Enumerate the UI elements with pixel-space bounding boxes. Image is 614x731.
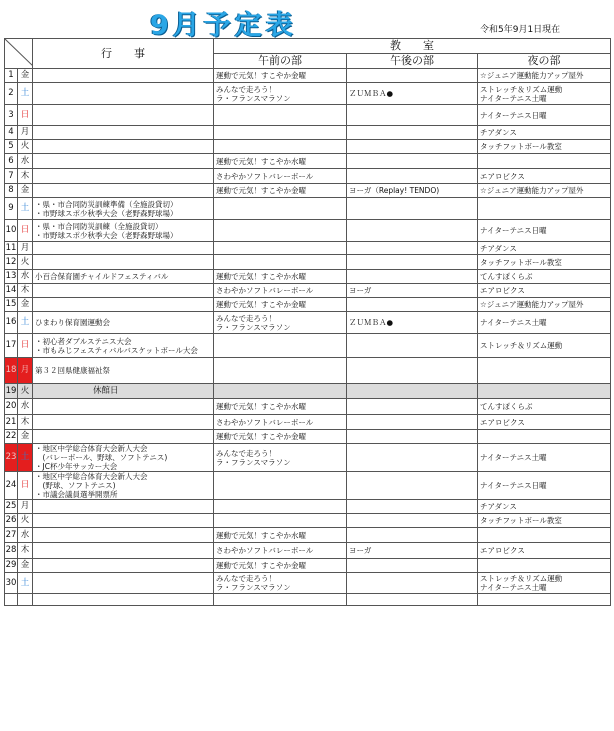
evening-cell: ナイターテニス日曜 (478, 472, 611, 500)
day-number: 18 (5, 358, 18, 384)
evening-cell: ナイターテニス土曜 (478, 312, 611, 334)
event-cell (33, 126, 214, 140)
evening-cell: タッチフットボール教室 (478, 255, 611, 270)
morning-cell: さわやかソフトバレーボール (214, 284, 347, 298)
day-of-week: 土 (18, 444, 33, 472)
day-number: 2 (5, 83, 18, 105)
evening-cell: ナイターテニス土曜 (478, 444, 611, 472)
event-cell (33, 573, 214, 594)
day-row (5, 105, 611, 126)
event-cell (33, 184, 214, 198)
event-cell (33, 514, 214, 528)
day-row (5, 399, 611, 415)
morning-cell: さわやかソフトバレーボール (214, 543, 347, 559)
day-of-week: 日 (18, 105, 33, 126)
morning-cell (214, 105, 347, 126)
day-row (5, 69, 611, 83)
day-row (5, 334, 611, 358)
day-of-week: 土 (18, 312, 33, 334)
day-row (5, 126, 611, 140)
day-number: 20 (5, 399, 18, 415)
day-number: 15 (5, 298, 18, 312)
morning-cell: 運動で元気！すこやか水曜 (214, 154, 347, 169)
day-number: 28 (5, 543, 18, 559)
afternoon-cell (347, 358, 478, 384)
event-cell: ・県・市合同防災訓練（全施設貸切） ・市野球スポ少秋季大会（老野森野球場） (33, 220, 214, 242)
page-title: 9月予定表 (150, 10, 297, 41)
evening-header: 夜の部 (478, 54, 611, 69)
afternoon-cell (347, 334, 478, 358)
day-row (5, 284, 611, 298)
day-number: 5 (5, 140, 18, 154)
day-row (5, 514, 611, 528)
morning-header: 午前の部 (214, 54, 347, 69)
event-cell: ・初心者ダブルステニス大会 ・市もみじフェスティバルバスケットボール大会 (33, 334, 214, 358)
afternoon-cell: ＺＵＭＢＡ● (347, 312, 478, 334)
afternoon-cell (347, 242, 478, 255)
day-number: 1 (5, 69, 18, 83)
day-of-week: 金 (18, 184, 33, 198)
day-number: 10 (5, 220, 18, 242)
afternoon-cell (347, 154, 478, 169)
day-of-week: 金 (18, 559, 33, 573)
morning-cell: 運動で元気！すこやか水曜 (214, 528, 347, 543)
morning-cell (214, 500, 347, 514)
evening-cell (478, 358, 611, 384)
event-cell (33, 399, 214, 415)
evening-cell: エアロビクス (478, 169, 611, 184)
day-number: 13 (5, 270, 18, 284)
evening-cell (478, 528, 611, 543)
evening-cell: チアダンス (478, 126, 611, 140)
day-number: 6 (5, 154, 18, 169)
evening-cell (478, 594, 611, 606)
day-number: 17 (5, 334, 18, 358)
day-number: 16 (5, 312, 18, 334)
afternoon-cell (347, 500, 478, 514)
evening-cell: タッチフットボール教室 (478, 140, 611, 154)
morning-cell: 運動で元気！すこやか金曜 (214, 69, 347, 83)
evening-cell: ストレッチ＆リズム運動 ナイターテニス土曜 (478, 83, 611, 105)
day-number: 29 (5, 559, 18, 573)
event-cell (33, 83, 214, 105)
day-row (5, 198, 611, 220)
day-number: 21 (5, 415, 18, 430)
morning-cell: さわやかソフトバレーボール (214, 415, 347, 430)
day-of-week: 火 (18, 514, 33, 528)
evening-cell (478, 384, 611, 399)
morning-cell: 運動で元気！すこやか金曜 (214, 559, 347, 573)
day-row (5, 220, 611, 242)
day-of-week: 土 (18, 83, 33, 105)
afternoon-cell (347, 105, 478, 126)
day-of-week: 日 (18, 220, 33, 242)
day-of-week: 月 (18, 500, 33, 514)
evening-cell: エアロビクス (478, 543, 611, 559)
morning-cell (214, 514, 347, 528)
afternoon-cell (347, 384, 478, 399)
evening-cell: ☆ジュニア運動能力アップ屋外 (478, 69, 611, 83)
event-cell: ・地区中学総合体育大会新人大会 (野球、ソフトテニス) ・市議会議員選挙開票所 (33, 472, 214, 500)
day-number: 25 (5, 500, 18, 514)
day-of-week: 月 (18, 126, 33, 140)
evening-cell: てんすぽくらぶ (478, 399, 611, 415)
day-row (5, 184, 611, 198)
event-cell: ・県・市合同防災訓練準備（全施設貸切） ・市野球スポ少秋季大会（老野森野球場） (33, 198, 214, 220)
day-of-week: 月 (18, 242, 33, 255)
day-row (5, 140, 611, 154)
afternoon-cell: ヨーガ (347, 284, 478, 298)
day-row (5, 573, 611, 594)
day-row (5, 594, 611, 606)
afternoon-cell (347, 69, 478, 83)
event-cell (33, 500, 214, 514)
event-cell (33, 415, 214, 430)
day-row (5, 358, 611, 384)
day-of-week: 水 (18, 154, 33, 169)
day-row (5, 169, 611, 184)
day-of-week: 金 (18, 430, 33, 444)
morning-cell (214, 255, 347, 270)
event-cell (33, 559, 214, 573)
day-row (5, 270, 611, 284)
morning-cell: さわやかソフトバレーボール (214, 169, 347, 184)
event-cell (33, 594, 214, 606)
evening-cell: チアダンス (478, 500, 611, 514)
morning-cell: みんなで走ろう！ ラ・フランスマラソン (214, 83, 347, 105)
event-cell (33, 430, 214, 444)
morning-cell (214, 220, 347, 242)
day-number: 11 (5, 242, 17, 253)
day-row (5, 430, 611, 444)
evening-cell: ストレッチ＆リズム運動 (478, 334, 611, 358)
afternoon-cell (347, 528, 478, 543)
event-cell (33, 543, 214, 559)
morning-cell (214, 126, 347, 140)
afternoon-cell (347, 594, 478, 606)
afternoon-cell (347, 126, 478, 140)
morning-cell (214, 358, 347, 384)
evening-cell: チアダンス (478, 242, 611, 255)
day-number: 22 (5, 430, 18, 444)
as-of-date: 令和5年9月1日現在 (480, 25, 561, 35)
event-cell (33, 284, 214, 298)
morning-cell: 運動で元気！すこやか金曜 (214, 184, 347, 198)
day-number: 19 (5, 384, 18, 399)
morning-cell (214, 140, 347, 154)
day-number: 8 (5, 184, 18, 198)
morning-cell (214, 594, 347, 606)
event-cell (33, 105, 214, 126)
afternoon-cell (347, 415, 478, 430)
afternoon-cell (347, 444, 478, 472)
day-number: 14 (5, 284, 18, 298)
afternoon-cell: ヨーガ（Replay! TENDO) (347, 184, 478, 198)
event-cell (33, 255, 214, 270)
afternoon-cell (347, 255, 478, 270)
morning-cell (214, 198, 347, 220)
day-of-week: 木 (18, 543, 33, 559)
afternoon-cell (347, 140, 478, 154)
afternoon-header: 午後の部 (347, 54, 478, 69)
event-cell: 第３２回県健康福祉祭 (33, 358, 214, 384)
afternoon-cell (347, 399, 478, 415)
afternoon-cell: ヨーガ (347, 543, 478, 559)
day-row (5, 444, 611, 472)
morning-cell (214, 472, 347, 500)
evening-cell (478, 559, 611, 573)
evening-cell: ナイターテニス日曜 (478, 220, 611, 242)
day-number: 30 (5, 573, 18, 594)
event-cell (33, 140, 214, 154)
event-cell: 小百合保育園チャイルドフェスティバル (33, 270, 214, 284)
event-cell (33, 242, 214, 255)
evening-cell: てんすぽくらぶ (478, 270, 611, 284)
day-row (5, 559, 611, 573)
evening-cell: ナイターテニス日曜 (478, 105, 611, 126)
day-row (5, 472, 611, 500)
day-of-week: 金 (18, 69, 33, 83)
afternoon-cell (347, 514, 478, 528)
morning-cell: 運動で元気！すこやか水曜 (214, 399, 347, 415)
evening-cell: タッチフットボール教室 (478, 514, 611, 528)
day-number: 3 (5, 105, 18, 126)
day-row (5, 154, 611, 169)
day-row (5, 384, 611, 399)
day-of-week: 土 (18, 573, 33, 594)
day-row (5, 255, 611, 270)
day-of-week: 日 (18, 472, 33, 500)
header-corner (5, 39, 33, 69)
events-header: 行 事 (33, 39, 214, 69)
day-number: 24 (5, 472, 18, 500)
day-of-week (18, 594, 33, 606)
event-cell (33, 154, 214, 169)
closed-label: 休館日 (33, 384, 214, 399)
day-number: 4 (5, 126, 18, 140)
day-of-week: 木 (18, 284, 33, 298)
event-cell (33, 169, 214, 184)
schedule-table (4, 38, 611, 606)
day-of-week: 火 (18, 384, 33, 399)
morning-cell (214, 384, 347, 399)
day-number: 9 (5, 198, 18, 220)
morning-cell: みんなで走ろう！ ラ・フランスマラソン (214, 573, 347, 594)
afternoon-cell (347, 270, 478, 284)
day-row (5, 242, 611, 255)
day-of-week: 木 (18, 169, 33, 184)
evening-cell: ストレッチ＆リズム運動 ナイターテニス土曜 (478, 573, 611, 594)
event-cell (33, 528, 214, 543)
day-of-week: 木 (18, 415, 33, 430)
afternoon-cell (347, 472, 478, 500)
day-of-week: 金 (18, 298, 33, 312)
day-number (5, 594, 18, 606)
morning-cell: みんなで走ろう！ ラ・フランスマラソン (214, 312, 347, 334)
day-of-week: 火 (18, 255, 33, 270)
evening-cell (478, 430, 611, 444)
morning-cell: みんなで走ろう！ ラ・フランスマラソン (214, 444, 347, 472)
day-number: 7 (5, 169, 18, 184)
day-number: 23 (5, 444, 18, 472)
day-row (5, 83, 611, 105)
classroom-header: 教 室 (214, 39, 611, 54)
day-number: 26 (5, 514, 18, 528)
evening-cell: エアロビクス (478, 415, 611, 430)
day-row (5, 415, 611, 430)
day-of-week: 水 (18, 399, 33, 415)
afternoon-cell (347, 298, 478, 312)
event-cell: ひまわり保育園運動会 (33, 312, 214, 334)
afternoon-cell: ＺＵＭＢＡ● (347, 83, 478, 105)
evening-cell: エアロビクス (478, 284, 611, 298)
evening-cell (478, 198, 611, 220)
day-of-week: 水 (18, 270, 33, 284)
day-row (5, 500, 611, 514)
day-of-week: 月 (18, 358, 33, 384)
morning-cell: 運動で元気！すこやか水曜 (214, 270, 347, 284)
morning-cell (214, 334, 347, 358)
afternoon-cell (347, 198, 478, 220)
day-of-week: 火 (18, 140, 33, 154)
afternoon-cell (347, 573, 478, 594)
event-cell (33, 298, 214, 312)
day-row (5, 298, 611, 312)
evening-cell (478, 154, 611, 169)
day-number: 27 (5, 528, 18, 543)
day-number: 12 (5, 255, 18, 270)
evening-cell: ☆ジュニア運動能力アップ屋外 (478, 298, 611, 312)
event-cell: ・地区中学総合体育大会新人大会 (バレーボール、野球、ソフトテニス) ・JC杯少年サッカー大会 (33, 444, 214, 472)
event-cell (33, 69, 214, 83)
corner-diagonal (5, 39, 33, 66)
morning-cell: 運動で元気！すこやか金曜 (214, 298, 347, 312)
day-row (5, 312, 611, 334)
afternoon-cell (347, 169, 478, 184)
afternoon-cell (347, 430, 478, 444)
day-of-week: 日 (18, 334, 33, 358)
day-row (5, 543, 611, 559)
afternoon-cell (347, 220, 478, 242)
morning-cell (214, 242, 347, 255)
evening-cell: ☆ジュニア運動能力アップ屋外 (478, 184, 611, 198)
day-of-week: 土 (18, 198, 33, 220)
afternoon-cell (347, 559, 478, 573)
morning-cell: 運動で元気！すこやか金曜 (214, 430, 347, 444)
day-row (5, 528, 611, 543)
day-of-week: 水 (18, 528, 33, 543)
